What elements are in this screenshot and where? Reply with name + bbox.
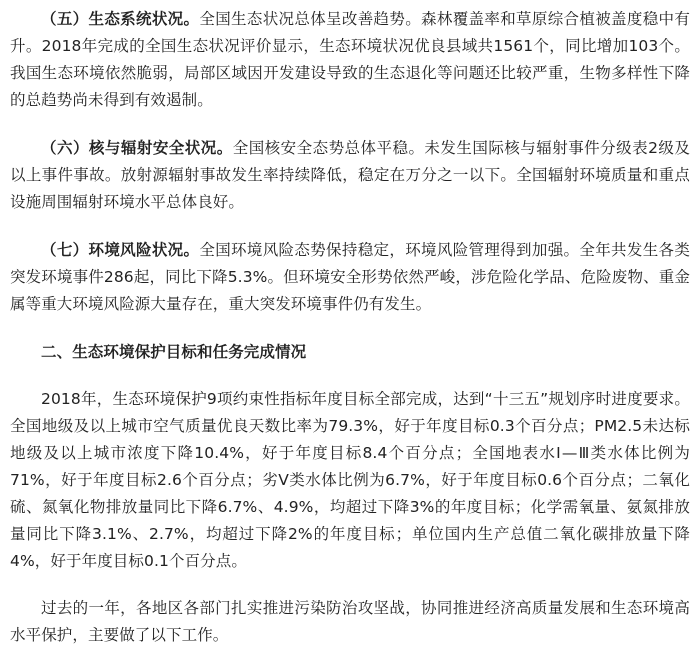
nuclear-safety-lead: （六）核与辐射安全状况。	[41, 139, 233, 157]
ecosystem-status-body: 全国生态状况总体呈改善趋势。森林覆盖率和草原综合植被盖度稳中有升。2018年完成的全国生态状况评价显示，生态环境状况优良县域共1561个，同比增加103个。我国生态环境依然脆弱，局部区域因开发建设导致的生态退化等问题还比较严重，生物多样性下降的总趋势尚未得到有效遏制。	[10, 10, 690, 109]
paragraph-environmental-risk-status	[10, 237, 690, 318]
paragraph-closing: 过去的一年，各地区各部门扎实推进污染防治攻坚战，协同推进经济高质量发展和生态环境高水平保护，主要做了以下工作。	[10, 599, 690, 644]
nuclear-safety-body: 全国核安全态势总体平稳。未发生国际核与辐射事件分级表2级及以上事件事故。放射源辐射事故发生率持续降低，稳定在万分之一以下。全国辐射环境质量和重点设施周围辐射环境水平总体良好。	[10, 139, 691, 211]
paragraph-ecosystem-status	[10, 6, 690, 114]
environmental-risk-body: 全国环境风险态势保持稳定，环境风险管理得到加强。全年共发生各类突发环境事件286起，同比下降5.3%。但环境安全形势依然严峻，涉危险化学品、危险废物、重金属等重大环境风险源大量存在，重大突发环境事件仍有发生。	[10, 241, 690, 313]
paragraph-targets-completion: 2018年，生态环境保护9项约束性指标年度目标全部完成，达到“十三五”规划序时进度要求。全国地级及以上城市空气质量优良天数比率为79.3%，好于年度目标0.3个百分点；PM2.5未达标地级及以上城市浓度下降10.4%，好于年度目标8.4个百分点；全国地表水Ⅰ—Ⅲ类水体比例为71%，好于年度目标2.6个百分点；劣Ⅴ类水体比例为6.7%，好于年度目标0.6个百分点；二氧化硫、氮氧化物排放量同比下降6.7%、4.9%，均超过下降3%的年度目标；化学需氧量、氨氮排放量同比下降3.1%、2.7%，均超过下降2%的年度目标；单位国内生产总值二氧化碳排放量下降4%，好于年度目标0.1个百分点。	[10, 390, 690, 570]
ecosystem-status-lead: （五）生态系统状况。	[41, 10, 200, 28]
section-heading-targets: 二、生态环境保护目标和任务完成情况	[41, 343, 307, 361]
environmental-risk-lead: （七）环境风险状况。	[41, 241, 200, 259]
paragraph-nuclear-safety-status	[10, 135, 690, 216]
